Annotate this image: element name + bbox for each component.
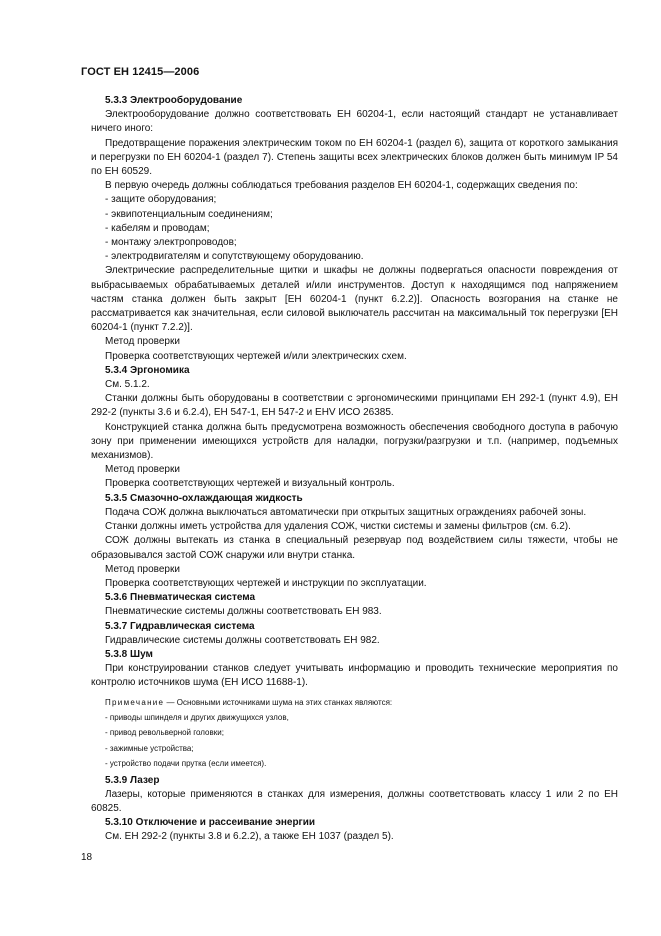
paragraph: Электрические распределительные щитки и шкафы не должны подвергаться опасности повреждения от выбрасываемых обрабатываемых деталей и/или инструментов. Доступ к находящимся под напряжением частям станка должен быть закрыт [ЕН 60204-1 (пункт 6.2.2)]. Опасность возгорания на станке не рассматривается как значительная, если силовой выключатель рассчитан на максимальный ток перегрузки [ЕН 60204-1 (пункт 7.2.2)]. bbox=[91, 265, 618, 334]
list-item: - защите оборудования; bbox=[105, 194, 217, 206]
section-heading-5-3-7: 5.3.7 Гидравлическая система bbox=[105, 620, 255, 632]
section-heading-5-3-3: 5.3.3 Электрооборудование bbox=[105, 95, 243, 106]
section-heading-5-3-4: 5.3.4 Эргономика bbox=[105, 364, 190, 376]
paragraph: Подача СОЖ должна выключаться автоматически при открытых защитных ограждениях рабочей зоны. bbox=[105, 506, 587, 518]
paragraph: Метод проверки bbox=[105, 563, 180, 575]
section-heading-5-3-9: 5.3.9 Лазер bbox=[105, 774, 160, 786]
note-intro: — Основными источниками шума на этих станках являются: bbox=[164, 697, 393, 707]
document-body bbox=[91, 94, 618, 845]
paragraph: Пневматические системы должны соответствовать ЕН 983. bbox=[105, 606, 382, 618]
paragraph: Станки должны иметь устройства для удаления СОЖ, чистки системы и замены фильтров (см. 6.2). bbox=[105, 521, 571, 533]
paragraph: Гидравлические системы должны соответствовать ЕН 982. bbox=[105, 634, 380, 646]
document-header: ГОСТ ЕН 12415—2006 bbox=[81, 66, 200, 78]
paragraph: Предотвращение поражения электрическим током по ЕН 60204-1 (раздел 6), защита от короткого замыкания и перегрузки по ЕН 60204-1 (раздел 7). Степень защиты всех электрических блоков должен быть минимум IP 54 по ЕН 60529. bbox=[91, 137, 618, 178]
paragraph: Метод проверки bbox=[105, 464, 180, 476]
paragraph: Лазеры, которые применяются в станках для измерения, должны соответствовать классу 1 или 2 по ЕН 60825. bbox=[91, 788, 618, 814]
paragraph: Конструкцией станка должна быть предусмотрена возможность обеспечения свободного доступа в рабочую зону при применении имеющихся устройств для наладки, погрузки/разгрузки и т.п. (например, подъемных механизмов). bbox=[91, 421, 618, 462]
note-item: - приводы шпинделя и других движущихся узлов, bbox=[105, 712, 289, 722]
paragraph: В первую очередь должны соблюдаться требования разделов ЕН 60204-1, содержащих сведения по: bbox=[105, 180, 578, 192]
paragraph: Проверка соответствующих чертежей и инструкции по эксплуатации. bbox=[105, 577, 427, 589]
paragraph: При конструировании станков следует учитывать информацию и проводить технические мероприятия по контролю источников шума (ЕН ИСО 11688-1). bbox=[91, 663, 618, 689]
note-item: - устройство подачи прутка (если имеется). bbox=[105, 759, 267, 769]
section-heading-5-3-10: 5.3.10 Отключение и рассеивание энергии bbox=[105, 817, 316, 829]
list-item: - кабелям и проводам; bbox=[105, 222, 210, 234]
list-item: - электродвигателям и сопутствующему оборудованию. bbox=[105, 251, 364, 263]
note-item: - привод револьверной головки; bbox=[105, 728, 224, 738]
paragraph: См. ЕН 292-2 (пункты 3.8 и 6.2.2), а также ЕН 1037 (раздел 5). bbox=[105, 831, 394, 843]
paragraph: Метод проверки bbox=[105, 336, 180, 348]
page-number: 18 bbox=[81, 852, 93, 863]
paragraph: СОЖ должны вытекать из станка в специальный резервуар под воздействием силы тяжести, чтобы не образовывался застой СОЖ снаружи или внутри станка. bbox=[91, 535, 618, 561]
section-heading-5-3-6: 5.3.6 Пневматическая система bbox=[105, 592, 256, 604]
paragraph: Электрооборудование должно соответствовать ЕН 60204-1, если настоящий стандарт не устанавливает ничего иного: bbox=[91, 109, 618, 135]
note-item: - зажимные устройства; bbox=[105, 743, 194, 753]
paragraph: Проверка соответствующих чертежей и/или электрических схем. bbox=[105, 350, 407, 362]
section-heading-5-3-5: 5.3.5 Смазочно-охлаждающая жидкость bbox=[105, 492, 303, 504]
section-heading-5-3-8: 5.3.8 Шум bbox=[105, 648, 153, 660]
note bbox=[91, 697, 618, 709]
note-label: Примечание bbox=[105, 697, 165, 707]
paragraph: Станки должны быть оборудованы в соответствии с эргономическими принципами ЕН 292-1 (пункт 4.9), ЕН 292-2 (пункты 3.6 и 6.2.4), ЕН 547-1, ЕН 547-2 и ЕНV ИСО 26385. bbox=[91, 393, 618, 419]
list-item: - монтажу электропроводов; bbox=[105, 237, 237, 249]
list-item: - эквипотенциальным соединениям; bbox=[105, 208, 273, 220]
paragraph: Проверка соответствующих чертежей и визуальный контроль. bbox=[105, 478, 395, 490]
paragraph: См. 5.1.2. bbox=[105, 379, 150, 391]
